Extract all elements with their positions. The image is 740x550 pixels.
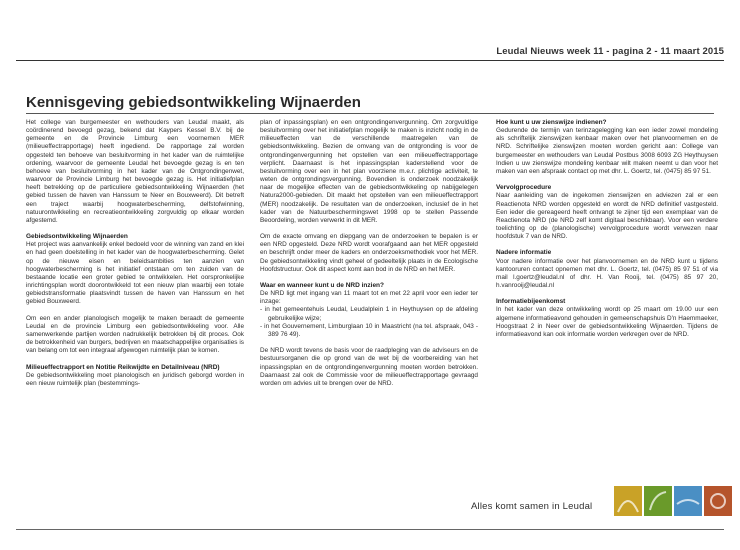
section-heading: Vervolgprocedure	[496, 184, 552, 192]
logo-tile-1	[614, 486, 642, 516]
paragraph: plan of inpassingsplan) en een ontgrondingenvergunning. Om zorgvuldige besluitvorming over het initiatiefplan mogelijk te maken is inzicht nodig in de milieueffecten van de verschillende maatregelen van de gebiedsontwikkeling. Bezien de omvang van de ontgronding is voor de ontgrondingenvergunning het opstellen van een milieueffectrapportage verplicht. Daarnaast is het inpassingsplan kaderstellend voor de besluitvorming over een in het plan voorziene m.e.r. plichtige activiteit, te weten de ontgrondingsvergunning. Bovendien is onderzoek noodzakelijk naar de mogelijke effecten van de gebiedsontwikkeling op nabijgelegen Natura2000-gebieden. Dit maakt het opstellen van een milieueffectrapport (MER) noodzakelijk. De resultaten van de onderzoeken, inclusief de in het kader van de Natuurbeschermingswet 1998 op te stellen Passende Beoordeling, worden verwerkt in dit MER.	[260, 119, 478, 224]
bullet-item: - in het gemeentehuis Leudal, Leudalplein 1 in Heythuysen op de afdeling gebruikelijke wijze;	[268, 306, 478, 322]
section-heading: Nadere informatie	[496, 249, 552, 257]
logo-tile-3	[674, 486, 702, 516]
paragraph: Het project was aanvankelijk enkel bedoeld voor de winning van zand en klei en had geen doelstelling in het kader van de hoogwaterbescherming. Gelet op de nieuwe eisen en beleidsambities ten aanzien van hoogwaterbescherming is het initiatief ontstaan om ten zuiden van de bestaande locatie een groter gebied te ontwikkelen. Het oorspronkelijke inrichtingsplan wordt doorontwikkeld tot een nieuw plan waarbij een totale gebiedstransformatie plaatsvindt tussen de haven van Hanssum en het gebied Bouxweerd.	[26, 241, 244, 306]
section-heading: Waar en wanneer kunt u de NRD inzien?	[260, 282, 384, 289]
logo-tile-2	[644, 486, 672, 516]
section-heading: Informatiebijeenkomst	[496, 298, 566, 306]
municipality-logo	[614, 486, 732, 516]
paragraph: Naar aanleiding van de ingekomen zienswijzen en adviezen zal er een Reactienota NRD worden opgesteld en wordt de NRD definitief vastgesteld. Een ieder die gereageerd heeft ontvangt te zijner tijd een exemplaar van de Reactienota NRD (de NRD zelf komt digitaal beschikbaar). Voor een verdere toelichting op de (planologische) vervolgprocedure wordt verwezen naar hoofdstuk 7 van de NRD.	[496, 192, 718, 241]
paragraph: De NRD ligt met ingang van 11 maart tot en met 22 april voor een ieder ter inzage:	[260, 290, 478, 306]
paragraph: De NRD wordt tevens de basis voor de raadpleging van de adviseurs en de bestuursorganen die op grond van de wet bij de voorbereiding van het inpassingsplan en de ontgrondingenvergunning moeten worden betrokken. Daarnaast zal ook de Commissie voor de milieueffectrapportage gevraagd worden om advies uit te brengen over de NRD.	[260, 347, 478, 387]
footer-rule	[16, 529, 724, 530]
section-heading: Hoe kunt u uw zienswijze indienen?	[496, 119, 607, 126]
paragraph: In het kader van deze ontwikkeling wordt op 25 maart om 19.00 uur een algemene informatieavond gehouden in gemeenschapshuis D'n Haemmaeker, Hoogstraat 2 in Neer over de gebiedsontwikkeling Wijnaerden. Tijdens de informatieavond kan ook informatie worden verkregen over de NRD.	[496, 306, 718, 338]
header-rule	[16, 60, 724, 61]
section-heading: Milieueffectrapport en Notitie Reikwijdte en Detailniveau (NRD)	[26, 363, 220, 371]
bullet-list	[260, 306, 478, 339]
logo-tile-4	[704, 486, 732, 516]
paragraph: Om de exacte omvang en diepgang van de onderzoeken te bepalen is er een NRD opgesteld. Deze NRD wordt voorafgaand aan het MER opgesteld en beschrijft onder meer de kaders en onderzoeksmethodiek voor het MER. De gebiedsontwikkeling vindt geheel of gedeeltelijk plaats in de Ecologische Hoofdstructuur. Ook dit aspect komt aan bod in de NRD en het MER.	[260, 233, 478, 273]
article-column-2	[260, 119, 478, 396]
title-rule	[26, 113, 714, 114]
page-header: Leudal Nieuws week 11 - pagina 2 - 11 maart 2015	[496, 46, 724, 57]
paragraph: Om een en ander planologisch mogelijk te maken beraadt de gemeente Leudal en de provincie Limburg een gebiedsontwikkeling voor. Alle samenwerkende partijen worden nadrukkelijk betrokken bij dit proces. Ook de betrokkenheid van burgers, bedrijven en maatschappelijke organisaties is van belang om tot een integraal afgewogen ruimtelijk plan te komen.	[26, 314, 244, 355]
footer-slogan: Alles komt samen in Leudal	[471, 501, 593, 512]
paragraph: Voor nadere informatie over het planvoornemen en de NRD kunt u tijdens kantooruren contact opnemen met dhr. L. Goertz, tel. (0475) 85 97 51 of via mail l.goertz@leudal.nl of dhr. H. Van Rooij, tel. (0475) 85 97 20, h.vanrooij@leudal.nl	[496, 257, 718, 289]
section-heading: Gebiedsontwikkeling Wijnaerden	[26, 233, 128, 241]
article-title: Kennisgeving gebiedsontwikkeling Wijnaerden	[26, 94, 361, 111]
article-column-3	[496, 119, 718, 347]
article-column-1	[26, 119, 244, 396]
bullet-item: - in het Gouvernement, Limburglaan 10 in Maastricht (na tel. afspraak, 043 - 389 76 49).	[268, 323, 478, 339]
paragraph: Het college van burgemeester en wethouders van Leudal maakt, als coördinerend bevoegd gezag, bekend dat Kaypers Kessel B.V. bij de gemeente en de Provincie Limburg een voornemen MER (milieueffectrapportage) heeft ingediend. De rapportage zal worden opgesteld ten behoeve van besluitvorming in het kader van de ruimtelijke ordening, waarvoor de gemeente Leudal het bevoegde gezag is en ten behoeve van besluitvorming in het kader van de Ontgrondingenwet, waarvoor de Provincie Limburg het bevoegde gezag is. Het initiatiefplan heeft betrekking op de particuliere gebiedsontwikkeling Wijnaerden (het gebied tussen de haven van Hanssum te Neer en Bouxweerd). Dit betreft een traject waarbij hoogwaterbescherming, delfstofwinning, natuurontwikkeling en recreatieontwikkeling zorgvuldig op elkaar worden afgestemd.	[26, 119, 244, 224]
paragraph: De gebiedsontwikkeling moet planologisch en juridisch geborgd worden in een nieuw ruimtelijk plan (bestemmings-	[26, 371, 244, 387]
paragraph: Gedurende de termijn van terinzagelegging kan een ieder zowel mondeling als schriftelijk zienswijzen kenbaar maken over het planvoornemen en de NRD. Schriftelijke zienswijzen moeten worden gericht aan: College van burgemeester en wethouders van Leudal Postbus 3008 6093 ZG Heythuysen Indien u uw zienswijze mondeling kenbaar wilt maken neemt u dan voor het maken van een afspraak contact op met dhr. L. Goertz, tel. (0475) 85 97 51.	[496, 127, 718, 175]
